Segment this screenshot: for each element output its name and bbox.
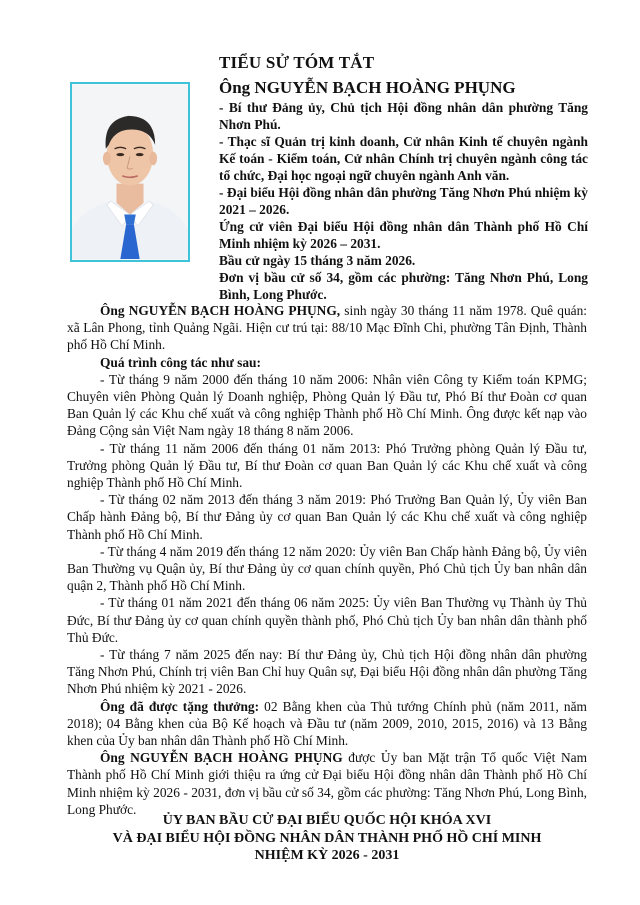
career-item: - Từ tháng 02 năm 2013 đến tháng 3 năm 2019: Phó Trưởng Ban Quản lý, Ủy viên Ban Chấp hành Đảng bộ, Bí thư Đảng ủy cơ quan Ban Quản lý các Khu chế xuất và công nghiệp Thành phố Hồ Chí Minh. <box>67 492 587 542</box>
awards-label: Ông đã được tặng thưởng: <box>100 698 260 714</box>
summary-line-election-date: Bầu cử ngày 15 tháng 3 năm 2026. <box>219 253 416 268</box>
summary-line-candidacy: Ứng cử viên Đại biểu Hội đồng nhân dân Thành phố Hồ Chí Minh nhiệm kỳ 2026 – 2031. <box>219 219 588 251</box>
career-heading-text: Quá trình công tác như sau: <box>100 354 261 370</box>
career-item: - Từ tháng 4 năm 2019 đến tháng 12 năm 2020: Ủy viên Ban Chấp hành Đảng bộ, Ủy viên Ban Thường vụ Quận ủy, Bí thư Đảng ủy cơ quan chính quyền, Phó Chủ tịch Ủy ban nhân dân quận 2, Thành phố Hồ Chí Minh. <box>67 543 587 594</box>
biography-body <box>67 302 587 818</box>
career-item: - Từ tháng 01 năm 2021 đến tháng 06 năm 2025: Ủy viên Ban Thường vụ Thành ủy Thủ Đức, Bí thư Đảng ủy cơ quan chính quyền thành phố, Phó Chủ tịch Ủy ban nhân dân thành phố Thủ Đức. <box>67 595 587 645</box>
awards-text: 02 Bằng khen của Thủ tướng Chính phủ (năm 2011, năm 2018); 04 Bằng khen của Bộ Kế hoạch và Đầu tư (năm 2009, 2010, 2015, 2016) và 13 Bằng khen của Ủy ban nhân dân Thành phố Hồ Chí Minh. <box>67 698 587 749</box>
career-item: - Từ tháng 11 năm 2006 đến tháng 01 năm 2013: Phó Trưởng phòng Quản lý Đầu tư, Trưởng phòng Quản lý Đầu tư, Bí thư Đoàn cơ quan Ban Quản lý các Khu chế xuất và công nghiệp Thành phố Hồ Chí Minh. <box>67 440 587 491</box>
document-title: TIỂU SỬ TÓM TẮT <box>219 53 375 72</box>
footer-line-3: NHIỆM KỲ 2026 - 2031 <box>254 848 400 863</box>
summary-line-position: - Bí thư Đảng ủy, Chủ tịch Hội đồng nhân dân phường Tăng Nhơn Phú. <box>219 100 588 132</box>
intro-name: Ông NGUYỄN BẠCH HOÀNG PHỤNG, <box>100 303 341 318</box>
summary-line-delegate: - Đại biểu Hội đồng nhân dân phường Tăng Nhơn Phú nhiệm kỳ 2021 – 2026. <box>219 185 588 217</box>
portrait-icon <box>72 84 188 260</box>
nomination-name: Ông NGUYỄN BẠCH HOÀNG PHỤNG <box>100 750 343 766</box>
career-item: - Từ tháng 7 năm 2025 đến nay: Bí thư Đảng ủy, Chủ tịch Hội đồng nhân dân phường Tăng Nhơn Phú, Chính trị viên Ban Chỉ huy Quân sự, Đại biểu Hội đồng nhân dân phường Tăng Nhơn Phú nhiệm kỳ 2021 - 2026. <box>67 647 587 697</box>
footer-line-1: ỦY BAN BẦU CỬ ĐẠI BIỂU QUỐC HỘI KHÓA XVI <box>162 813 492 828</box>
portrait-photo <box>70 82 190 262</box>
summary-header <box>219 52 588 303</box>
summary-line-education: - Thạc sĩ Quản trị kinh doanh, Cử nhân Kinh tế chuyên ngành Kế toán - Kiểm toán, Cử nhân Chính trị chuyên ngành công tác tổ chức, Đại học ngoại ngữ chuyên ngành Anh văn. <box>219 134 588 183</box>
career-heading <box>67 354 587 371</box>
nomination-paragraph <box>67 749 587 818</box>
awards-paragraph <box>67 698 587 750</box>
person-name: Ông NGUYỄN BẠCH HOÀNG PHỤNG <box>219 78 516 97</box>
nomination-text: được Ủy ban Mặt trận Tổ quốc Việt Nam Thành phố Hồ Chí Minh giới thiệu ra ứng cử Đại biểu Hội đồng nhân dân Thành phố Hồ Chí Minh nhiệm kỳ 2026 - 2031, đơn vị bầu cử số 34, gồm các phường: Tăng Nhơn Phú, Long Bình, Long Phước. <box>67 750 587 817</box>
issuing-authority <box>67 812 587 865</box>
intro-paragraph <box>67 302 587 354</box>
footer-line-2: VÀ ĐẠI BIỂU HỘI ĐỒNG NHÂN DÂN THÀNH PHỐ HỒ CHÍ MINH <box>112 830 542 846</box>
intro-text: sinh ngày 30 tháng 11 năm 1978. Quê quán: xã Lân Phong, tỉnh Quảng Ngãi. Hiện cư trú tại: 88/10 Mạc Đĩnh Chi, phường Tân Định, Thành phố Hồ Chí Minh. <box>67 303 587 353</box>
career-item: - Từ tháng 9 năm 2000 đến tháng 10 năm 2006: Nhân viên Công ty Kiểm toán KPMG; Chuyên viên Phòng Quản lý Doanh nghiệp, Phòng Quản lý Đầu tư, Phó Bí thư Đoàn cơ quan Ban Quản lý các Khu chế xuất và công nghiệp Thành phố Hồ Chí Minh. Ông được kết nạp vào Đảng Cộng sản Việt Nam ngày 18 tháng 8 năm 2006. <box>67 371 587 439</box>
summary-line-constituency: Đơn vị bầu cử số 34, gồm các phường: Tăng Nhơn Phú, Long Bình, Long Phước. <box>219 270 588 302</box>
